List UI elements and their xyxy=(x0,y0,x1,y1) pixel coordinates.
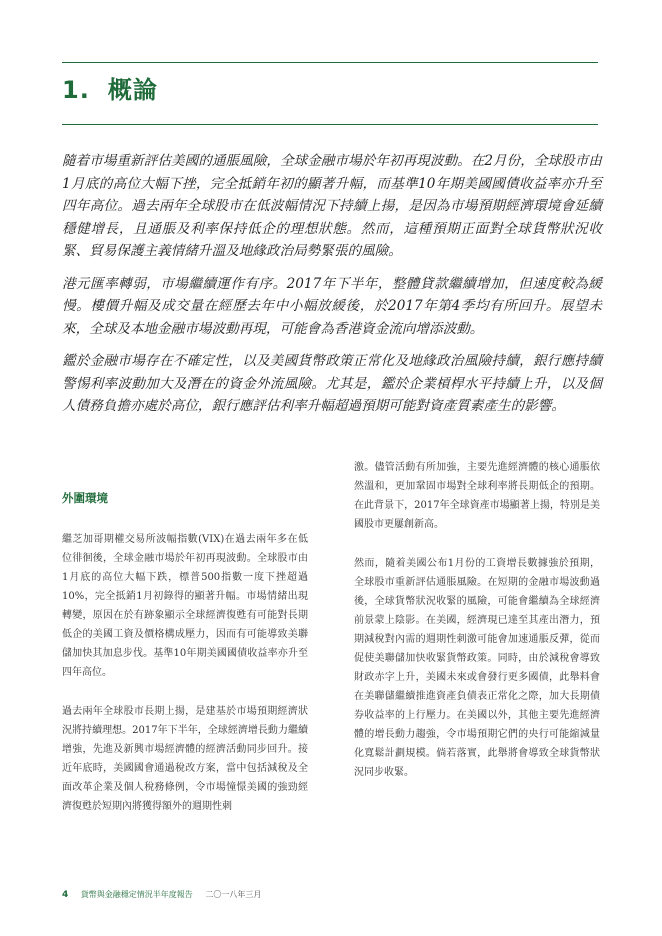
bottom-rule xyxy=(62,124,598,125)
body-paragraph: 激。儘管活動有所加強，主要先進經濟體的核心通脹依然溫和，更加鞏固市場對全球利率將長期低企的預期。在此背景下，2017年全球資產市場顯著上揚，特別是美國股市更屢創新高。 xyxy=(354,462,600,530)
page-number: 4 xyxy=(62,890,69,900)
publication-date: 二〇一八年三月 xyxy=(205,890,262,899)
page-footer xyxy=(62,889,261,900)
intro-paragraph: 鑑於金融市場存在不確定性，以及美國貨幣政策正常化及地緣政治風險持續，銀行應持續警惕利率波動加大及潛在的資金外流風險。尤其是，鑑於企業槓桿水平持續上升，以及個人債務負擔亦處於高位，銀行應評估利率升幅超過預期可能對資產質素產生的影響。 xyxy=(62,353,602,414)
intro-paragraph: 港元匯率轉弱，市場繼續運作有序。2017年下半年，整體貸款繼續增加，但速度較為緩慢。樓價升幅及成交量在經歷去年中小幅放緩後，於2017年第4季均有所回升。展望未來，全球及本地金融市場波動再現，可能會為香港資金流向增添波動。 xyxy=(62,275,602,337)
section-heading: 外圍環境 xyxy=(62,491,108,505)
page-title xyxy=(62,70,158,105)
chapter-number: 1. xyxy=(62,76,90,104)
chapter-title: 概論 xyxy=(107,76,158,104)
top-rule xyxy=(62,62,598,63)
intro-block xyxy=(62,150,602,428)
body-paragraph: 然而，隨着美國公布1月份的工資增長數據強於預期，全球股市重新評估通脹風險。在短期的金融市場波動過後，全球貨幣狀況收緊的風險，可能會繼續為全球經濟前景蒙上陰影。在美國，經濟現已達至其產出潛力，預期減稅對內需的週期性刺激可能會加速通脹反彈，從而促使美聯儲加快收緊貨幣政策。同時，由於減稅會導致財政赤字上升，美國未來或會發行更多國債，此舉料會在美聯儲繼續推進資產負債表正常化之際，加大長期債券收益率的上行壓力。在美國以外，其他主要先進經濟體的增長動力趨強，令市場預期它們的央行可能縮減量化寬鬆計劃規模。倘若落實，此舉將會導致全球貨幣狀況同步收緊。 xyxy=(354,558,600,778)
left-column xyxy=(62,458,308,836)
body-paragraph: 過去兩年全球股市長期上揚，是建基於市場預期經濟狀況將持續理想。2017年下半年，全球經濟增長動力繼續增強，先進及新興市場經濟體的經濟活動同步回升。接近年底時，美國國會通過稅改方案，當中包括減稅及全面改革企業及個人稅務條例，令市場憧憬美國的強勁經濟復甦於短期內將獲得額外的週期性刺 xyxy=(62,706,308,812)
intro-paragraph: 隨着市場重新評估美國的通脹風險，全球金融市場於年初再現波動。在2月份，全球股市由1月底的高位大幅下挫，完全抵銷年初的顯著升幅，而基準10年期美國國債收益率亦升至四年高位。過去兩年全球股市在低波幅情況下持續上揚，是因為市場預期經濟環境會延續穩健增長，且通脹及利率保持低企的理想狀態。然而，這種預期正面對全球貨幣狀況收緊、貿易保護主義情緒升溫及地緣政治局勢緊張的風險。 xyxy=(62,153,602,259)
body-paragraph: 繼芝加哥期權交易所波幅指數(VIX)在過去兩年多在低位徘徊後，全球金融市場於年初再現波動。全球股市由1月底的高位大幅下跌，標普500指數一度下挫超過10%，完全抵銷1月初錄得的顯著升幅。市場情緒出現轉變，原因在於有跡象顯示全球經濟復甦有可能對長期低企的美國工資及價格構成壓力，因而有可能導致美聯儲加快其加息步伐。基準10年期美國國債收益率亦升至四年高位。 xyxy=(62,534,308,678)
publication-name: 貨幣與金融穩定情況半年度報告 xyxy=(80,890,193,899)
right-column xyxy=(354,458,600,802)
